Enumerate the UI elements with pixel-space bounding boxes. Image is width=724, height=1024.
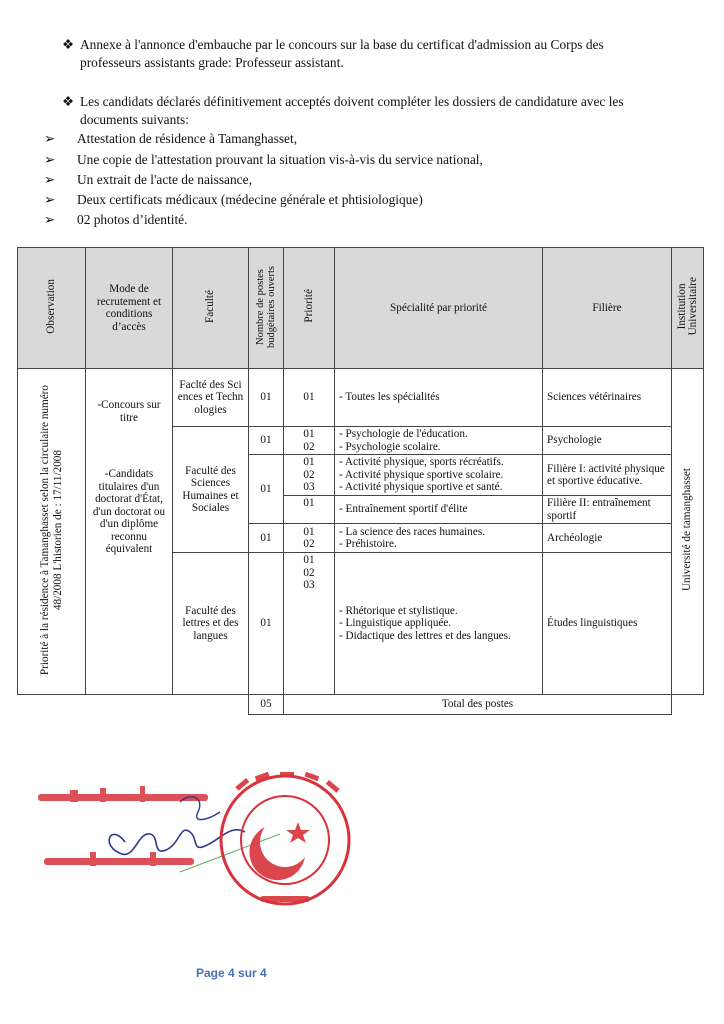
total-label: Total des postes (284, 695, 672, 715)
specialty-cell: - La science des races humaines. - Préhistoire. (335, 524, 543, 553)
header-observation: Observation (18, 248, 86, 369)
candidates-bullet (62, 93, 712, 133)
annex-line-1: Annexe à l'annonce d'embauche par le concours sur la base du certificat d'admission au Corps des (80, 37, 604, 52)
total-row (18, 695, 704, 715)
priority-cell: 01 02 (284, 427, 335, 455)
arrow-bullet-icon: ➢ (44, 192, 56, 207)
header-mode: Mode de recrutement et conditions d’accès (86, 248, 173, 369)
specialty-cell: - Activité physique, sports récréatifs. - Activité physique sportive scolaire. - Activité physique sportive et santé. (335, 455, 543, 496)
header-specialite: Spécialité par priorité (335, 248, 543, 369)
header-postes: Nombre de postes budgétaires ouverts (249, 248, 284, 369)
specialty-cell: - Rhétorique et stylistique. - Linguistique appliquée. - Didactique des lettres et des langues. (335, 553, 543, 695)
filiere-cell: Psychologie (543, 427, 672, 455)
priority-cell: 01 (284, 496, 335, 524)
filiere-cell: Archéologie (543, 524, 672, 553)
candidates-line-2: documents suivants: (80, 112, 189, 127)
page-number: Page 4 sur 4 (196, 966, 267, 980)
header-filiere: Filière (543, 248, 672, 369)
priority-cell: 01 02 03 (284, 553, 335, 695)
diamond-bullet-icon: ❖ (62, 94, 75, 109)
priority-cell: 01 02 (284, 524, 335, 553)
header-priorite: Priorité (284, 248, 335, 369)
faculty-lettres: Faculté des lettres et des langues (173, 553, 249, 695)
priority-cell: 01 02 03 (284, 455, 335, 496)
header-institution: Institution Universitaire (672, 248, 704, 369)
faculty-humaines: Faculté des Sciences Humaines et Sociales (173, 427, 249, 553)
institution-cell: Université de tamanghasset (672, 369, 704, 695)
postes-cell: 01 (249, 369, 284, 427)
table-row (18, 369, 704, 427)
annex-bullet (62, 36, 712, 76)
filiere-cell: Études linguistiques (543, 553, 672, 695)
diamond-bullet-icon: ❖ (62, 37, 75, 52)
mode-cell: -Concours sur titre -Candidats titulaires d'un doctorat d'État, d'un doctorat ou d'un diplôme reconnu équivalent (86, 369, 173, 695)
specialty-cell: - Psychologie de l'éducation. - Psychologie scolaire. (335, 427, 543, 455)
specialty-cell: - Toutes les spécialités (335, 369, 543, 427)
total-value: 05 (249, 695, 284, 715)
specialty-cell: - Entraînement sportif d'élite (335, 496, 543, 524)
arrow-bullet-icon: ➢ (44, 131, 56, 146)
postes-cell: 01 (249, 427, 284, 455)
arrow-bullet-icon: ➢ (44, 172, 56, 187)
signature-stamp-icon (30, 772, 360, 922)
faculty-sciences: Faclté des Sciences et Technologies (173, 369, 249, 427)
filiere-cell: Sciences vétérinaires (543, 369, 672, 427)
candidates-line-1: Les candidats déclarés définitivement acceptés doivent compléter les dossiers de candidature avec les (80, 94, 624, 109)
arrow-bullet-icon: ➢ (44, 152, 56, 167)
arrow-bullet-icon: ➢ (44, 212, 56, 227)
priority-cell: 01 (284, 369, 335, 427)
annex-line-2: professeurs assistants grade: Professeur assistant. (80, 55, 344, 70)
table-header-row (18, 248, 704, 369)
postes-cell: 01 (249, 524, 284, 553)
observation-cell: Priorité à la résidence à Tamanghasset selon la circulaire numéro 48/2008 L'historien de : 17/11/2008 (18, 369, 86, 695)
filiere-cell: Filière II: entraînement sportif (543, 496, 672, 524)
header-faculte: Faculté (173, 248, 249, 369)
posts-table (17, 247, 704, 715)
postes-cell: 01 (249, 553, 284, 695)
filiere-cell: Filière I: activité physique et sportive éducative. (543, 455, 672, 496)
postes-cell: 01 (249, 455, 284, 524)
